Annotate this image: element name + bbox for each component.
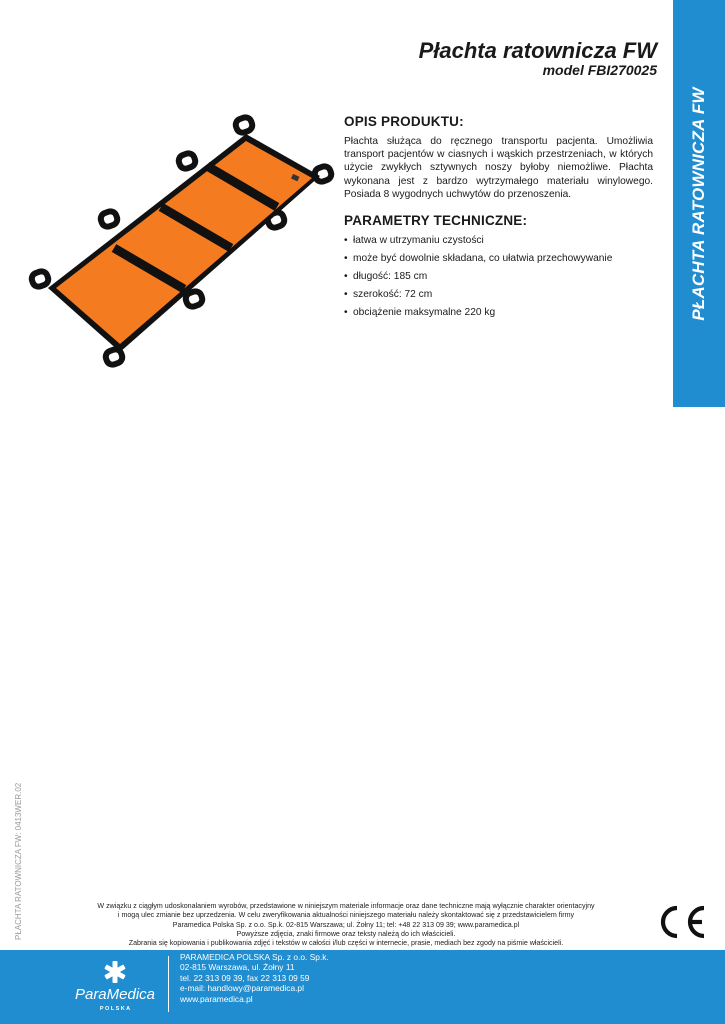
- bullet: •: [344, 271, 348, 283]
- bullet: •: [344, 289, 348, 301]
- star-of-life-icon: [104, 961, 126, 983]
- disclaimer: [80, 902, 612, 948]
- page-title: Płachta ratownicza FW: [418, 38, 657, 63]
- model-number: model FBI270025: [542, 62, 657, 78]
- parameters-list: [344, 234, 653, 319]
- list-item: [344, 288, 653, 301]
- bullet: •: [344, 253, 348, 265]
- bullet: •: [344, 235, 348, 247]
- company-contact: [180, 952, 329, 1004]
- footer: [0, 950, 725, 1024]
- company-email[interactable]: e-mail: handlowy@paramedica.pl: [180, 983, 304, 994]
- side-band-text: PŁACHTA RATOWNICZA FW: [689, 86, 708, 321]
- list-item: [344, 252, 653, 265]
- list-item: [344, 306, 653, 319]
- product-content: [344, 114, 653, 324]
- disclaimer-line: Paramedica Polska Sp. z o.o. Sp.k. 02-815 Warszawa; ul. Żołny 11; tel: +48 22 313 09 39; www.paramedica.pl: [172, 920, 520, 929]
- company-address: 02-815 Warszawa, ul. Żołny 11: [180, 962, 295, 973]
- parameter-text: długość: 185 cm: [353, 271, 428, 283]
- parameter-text: łatwa w utrzymaniu czystości: [353, 235, 484, 247]
- paramedica-logo: [60, 956, 170, 1016]
- parameter-text: może być dowolnie składana, co ułatwia przechowywanie: [353, 253, 613, 265]
- description-text: Płachta służąca do ręcznego transportu pacjenta. Umożliwia transport pacjentów w ciasnych i wąskich przestrzeniach, w których użycie zwykłych sztywnych noszy byłoby niemożliwe. Płachta wykonana jest z bardzo wytrzymałego materiału winylowego. Posiada 8 wygodnych uchwytów do przenoszenia.: [344, 136, 653, 200]
- footer-divider: [168, 956, 169, 1012]
- parameters-heading: PARAMETRY TECHNICZNE:: [344, 213, 528, 229]
- disclaimer-line: Zabrania się kopiowania i publikowania zdjęć i tekstów w całości i/lub części w internecie, prasie, mediach bez zgody na piśmie właścicieli.: [128, 939, 564, 948]
- parameter-text: obciążenie maksymalne 220 kg: [353, 307, 496, 319]
- company-website[interactable]: www.paramedica.pl: [180, 993, 253, 1004]
- disclaimer-line: W związku z ciągłym udoskonalaniem wyrobów, przedstawione w niniejszym materiale informacje oraz dane techniczne mają wyłącznie charakter orientacyjny: [97, 902, 595, 910]
- document-code: PŁACHTA RATOWNICZA FW: 0413WER.02: [14, 782, 23, 940]
- side-band: [673, 0, 725, 407]
- logo-text: ParaMedica: [74, 986, 156, 1003]
- list-item: [344, 234, 653, 247]
- list-item: [344, 270, 653, 283]
- description-heading: OPIS PRODUKTU:: [344, 114, 464, 129]
- bullet: •: [344, 307, 348, 319]
- company-phone: tel. 22 313 09 39, fax 22 313 09 59: [180, 972, 310, 983]
- company-name: PARAMEDICA POLSKA Sp. z o.o. Sp.k.: [180, 952, 329, 962]
- disclaimer-line: i mogą ulec zmianie bez uprzedzenia. W celu zweryfikowania aktualności niniejszego materiału należy skontaktować się z przedstawicielem firmy: [117, 911, 575, 920]
- logo-subtext: P O L S K A: [99, 1006, 131, 1012]
- ce-mark-icon: [655, 904, 709, 940]
- parameter-text: szerokość: 72 cm: [353, 289, 433, 301]
- rescue-sheet-image: [24, 112, 340, 384]
- disclaimer-line: Powyższe zdjęcia, znaki firmowe oraz teksty należą do ich właścicieli.: [236, 929, 456, 938]
